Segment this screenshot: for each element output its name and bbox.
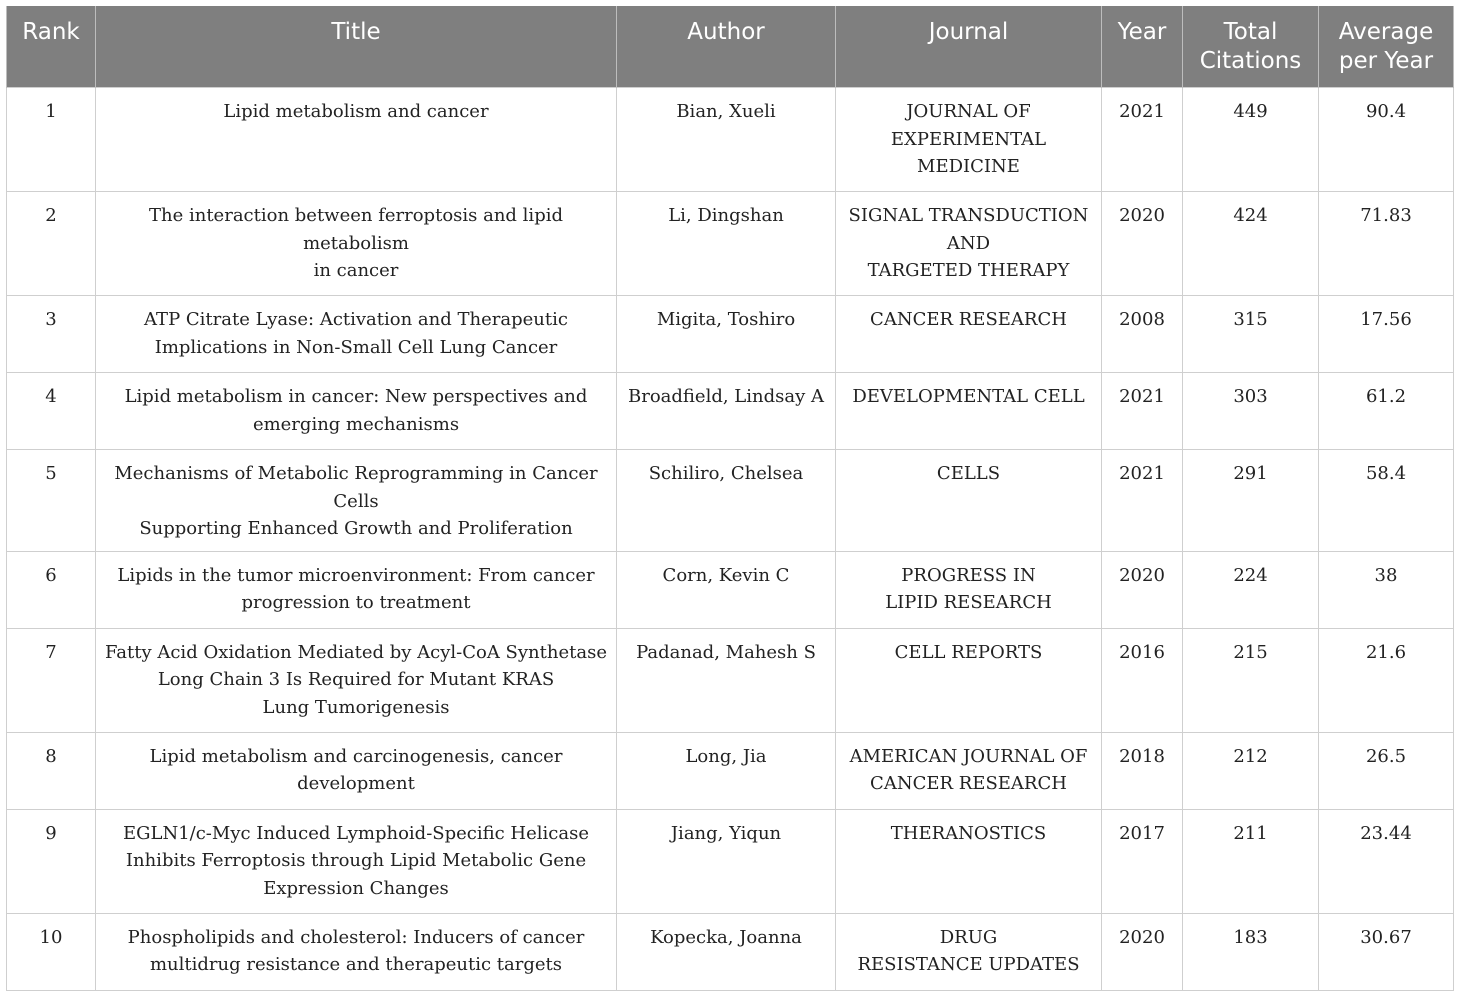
cell-rank: 8 [7,732,96,809]
cell-year: 2017 [1102,809,1183,913]
cell-year: 2020 [1102,551,1183,628]
table-row [7,88,1454,192]
cell-journal: DEVELOPMENTAL CELL [836,373,1102,450]
cell-journal: AMERICAN JOURNAL OF CANCER RESEARCH [836,732,1102,809]
cell-rank: 6 [7,551,96,628]
cell-journal: CANCER RESEARCH [836,296,1102,373]
cell-total-citations: 315 [1183,296,1319,373]
cell-average-per-year: 30.67 [1319,913,1454,990]
cell-author: Broadfield, Lindsay A [617,373,836,450]
cell-year: 2008 [1102,296,1183,373]
cell-total-citations: 449 [1183,88,1319,192]
cell-title: Phospholipids and cholesterol: Inducers of cancer multidrug resistance and therapeutic targets [96,913,617,990]
header-journal: Journal [836,6,1102,88]
cell-title: Lipid metabolism and cancer [96,88,617,192]
cell-author: Corn, Kevin C [617,551,836,628]
cell-rank: 9 [7,809,96,913]
cell-year: 2021 [1102,373,1183,450]
cell-total-citations: 183 [1183,913,1319,990]
header-author: Author [617,6,836,88]
cell-average-per-year: 21.6 [1319,628,1454,732]
cell-rank: 10 [7,913,96,990]
cell-year: 2021 [1102,88,1183,192]
cell-journal: CELLS [836,450,1102,552]
cell-author: Schiliro, Chelsea [617,450,836,552]
cell-author: Padanad, Mahesh S [617,628,836,732]
header-rank: Rank [7,6,96,88]
table-row [7,732,1454,809]
cell-total-citations: 212 [1183,732,1319,809]
cell-journal: DRUG RESISTANCE UPDATES [836,913,1102,990]
cell-rank: 3 [7,296,96,373]
cell-total-citations: 424 [1183,192,1319,296]
cell-average-per-year: 61.2 [1319,373,1454,450]
cell-total-citations: 303 [1183,373,1319,450]
cell-title: ATP Citrate Lyase: Activation and Therapeutic Implications in Non-Small Cell Lung Cancer [96,296,617,373]
cell-year: 2020 [1102,913,1183,990]
header-total-citations: Total Citations [1183,6,1319,88]
cell-rank: 1 [7,88,96,192]
cell-title: Mechanisms of Metabolic Reprogramming in Cancer Cells Supporting Enhanced Growth and Proliferation [96,450,617,552]
cell-journal: SIGNAL TRANSDUCTION AND TARGETED THERAPY [836,192,1102,296]
cell-rank: 4 [7,373,96,450]
table-row [7,192,1454,296]
cell-average-per-year: 17.56 [1319,296,1454,373]
header-title: Title [96,6,617,88]
citation-table-container [6,6,1453,991]
cell-total-citations: 224 [1183,551,1319,628]
cell-rank: 5 [7,450,96,552]
header-average-per-year: Average per Year [1319,6,1454,88]
cell-journal: THERANOSTICS [836,809,1102,913]
cell-author: Jiang, Yiqun [617,809,836,913]
cell-year: 2018 [1102,732,1183,809]
cell-average-per-year: 58.4 [1319,450,1454,552]
header-year: Year [1102,6,1183,88]
cell-journal: PROGRESS IN LIPID RESEARCH [836,551,1102,628]
cell-title: Lipid metabolism in cancer: New perspectives and emerging mechanisms [96,373,617,450]
cell-journal: JOURNAL OF EXPERIMENTAL MEDICINE [836,88,1102,192]
table-row [7,628,1454,732]
cell-rank: 7 [7,628,96,732]
cell-average-per-year: 26.5 [1319,732,1454,809]
cell-journal: CELL REPORTS [836,628,1102,732]
cell-year: 2021 [1102,450,1183,552]
cell-title: Fatty Acid Oxidation Mediated by Acyl-CoA Synthetase Long Chain 3 Is Required for Mutant KRAS Lung Tumorigenesis [96,628,617,732]
cell-title: Lipid metabolism and carcinogenesis, cancer development [96,732,617,809]
table-row [7,373,1454,450]
cell-total-citations: 215 [1183,628,1319,732]
cell-average-per-year: 23.44 [1319,809,1454,913]
cell-average-per-year: 71.83 [1319,192,1454,296]
cell-total-citations: 291 [1183,450,1319,552]
table-row [7,296,1454,373]
cell-author: Bian, Xueli [617,88,836,192]
cell-year: 2016 [1102,628,1183,732]
cell-rank: 2 [7,192,96,296]
table-row [7,809,1454,913]
cell-author: Kopecka, Joanna [617,913,836,990]
cell-average-per-year: 90.4 [1319,88,1454,192]
cell-title: EGLN1/c-Myc Induced Lymphoid-Specific Helicase Inhibits Ferroptosis through Lipid Metabolic Gene Expression Changes [96,809,617,913]
table-row [7,913,1454,990]
cell-title: The interaction between ferroptosis and lipid metabolism in cancer [96,192,617,296]
cell-author: Migita, Toshiro [617,296,836,373]
cell-average-per-year: 38 [1319,551,1454,628]
table-row [7,450,1454,552]
cell-author: Li, Dingshan [617,192,836,296]
cell-title: Lipids in the tumor microenvironment: From cancer progression to treatment [96,551,617,628]
cell-author: Long, Jia [617,732,836,809]
top-cited-papers-table [6,6,1454,991]
cell-year: 2020 [1102,192,1183,296]
table-row [7,551,1454,628]
cell-total-citations: 211 [1183,809,1319,913]
header-row [7,6,1454,88]
